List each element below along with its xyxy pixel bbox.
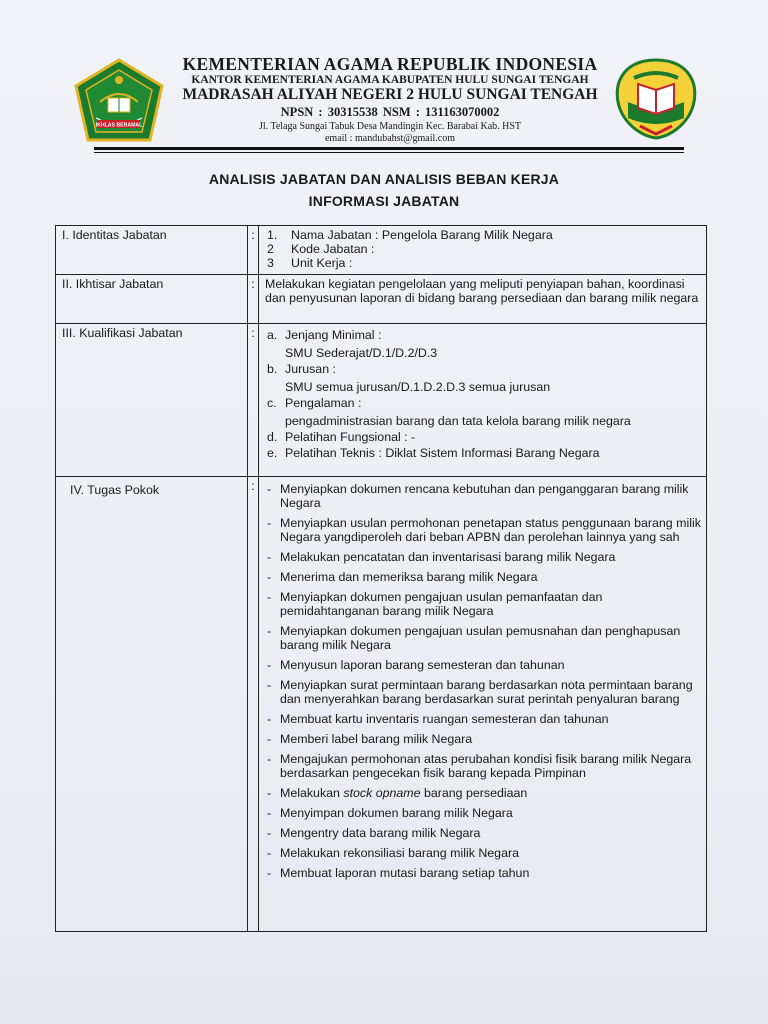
task-bullet: - [267, 846, 272, 860]
madrasah-book-emblem-icon [610, 56, 702, 140]
table-row [56, 324, 707, 477]
document-title: ANALISIS JABATAN DAN ANALISIS BEBAN KERJA [208, 171, 560, 187]
task-item [265, 658, 701, 672]
task-text: Menyiapkan usulan permohonan penetapan status penggunaan barang milik Negara yangdiperoleh dari beban APBN dan perolehan lainnya yang sah [280, 516, 701, 544]
table-row [56, 275, 707, 324]
task-item [265, 786, 701, 800]
item-number: 2 [267, 242, 274, 256]
school-name: MADRASAH ALIYAH NEGERI 2 HULU SUNGAI TENGAH [182, 86, 598, 103]
task-text: Menerima dan memeriksa barang milik Negara [280, 570, 538, 584]
task-item [265, 826, 701, 840]
task-bullet: - [267, 732, 272, 746]
identitas-content [259, 226, 707, 275]
item-key: a. [267, 328, 278, 342]
letterhead [165, 54, 615, 145]
task-bullet: - [267, 590, 272, 604]
task-bullet: - [267, 712, 272, 726]
item-title: Pelatihan Fungsional : - [285, 430, 416, 444]
task-text: Memberi label barang milik Negara [280, 732, 473, 746]
logo-left-text: IKHLAS BERAMAL [95, 122, 143, 129]
task-item [265, 806, 701, 820]
task-bullet: - [267, 658, 272, 672]
task-item [265, 624, 701, 652]
task-item [265, 866, 701, 880]
task-text: Menyimpan dokumen barang milik Negara [280, 806, 513, 820]
row-colon: : [248, 477, 259, 932]
task-item [265, 516, 701, 544]
task-item [265, 570, 701, 584]
task-item [265, 712, 701, 726]
task-item [265, 732, 701, 746]
task-item [265, 482, 701, 510]
letterhead-rule-thin [94, 152, 684, 153]
row-colon: : [248, 226, 259, 275]
item-value: SMU Sederajat/D.1/D.2/D.3 [285, 346, 438, 360]
task-text: Membuat kartu inventaris ruangan semesteran dan tahunan [280, 712, 609, 726]
list-item [265, 256, 701, 270]
task-bullet: - [267, 826, 272, 840]
row-colon: : [248, 275, 259, 324]
task-text: Menyiapkan dokumen pengajuan usulan pemusnahan dan penghapusan barang milik Negara [280, 624, 681, 652]
task-bullet: - [267, 482, 272, 496]
office-name: KANTOR KEMENTERIAN AGAMA KABUPATEN HULU SUNGAI TENGAH [191, 74, 589, 86]
npsn-nsm: NPSN : 30315538 NSM : 131163070002 [280, 105, 500, 119]
item-text: Unit Kerja : [291, 256, 353, 270]
list-item [265, 430, 701, 444]
task-text: Menyusun laporan barang semesteran dan tahunan [280, 658, 565, 672]
task-bullet: - [267, 806, 272, 820]
ministry-name: KEMENTERIAN AGAMA REPUBLIK INDONESIA [182, 54, 598, 74]
task-text: Menyiapkan dokumen pengajuan usulan pemanfaatan dan pemidahtanganan barang milik Negara [280, 590, 603, 618]
task-text: Membuat laporan mutasi barang setiap tahun [280, 866, 530, 880]
item-title: Pengalaman : [285, 396, 362, 410]
task-text: Melakukan rekonsiliasi barang milik Negara [280, 846, 519, 860]
job-info-table [55, 225, 707, 932]
task-text: Menyiapkan dokumen rencana kebutuhan dan penganggaran barang milik Negara [280, 482, 689, 510]
item-key: c. [267, 396, 277, 410]
task-bullet: - [267, 678, 272, 692]
task-text: Melakukan pencatatan dan inventarisasi barang milik Negara [280, 550, 616, 564]
list-item [265, 446, 701, 460]
task-bullet: - [267, 786, 272, 800]
task-item [265, 846, 701, 860]
table-row [56, 477, 707, 932]
item-value: pengadministrasian barang dan tata kelola barang milik negara [285, 414, 631, 428]
task-bullet: - [267, 516, 272, 530]
school-email: email : mandubahst@gmail.com [324, 133, 455, 144]
task-bullet: - [267, 550, 272, 564]
task-item [265, 752, 701, 780]
document-subtitle: INFORMASI JABATAN [308, 193, 460, 209]
item-key: e. [267, 446, 278, 460]
list-item [265, 228, 701, 242]
kemenag-emblem-icon [70, 58, 168, 144]
row-label-ikhtisar: II. Ikhtisar Jabatan [56, 275, 248, 324]
item-text: Nama Jabatan : Pengelola Barang Milik Negara [291, 228, 553, 242]
task-item [265, 550, 701, 564]
task-list [265, 482, 701, 880]
ikhtisar-text: Melakukan kegiatan pengelolaan yang meliputi penyiapan bahan, koordinasi dan penyusunan laporan di bidang barang persediaan dan barang milik negara [259, 275, 707, 324]
item-key: d. [267, 430, 278, 444]
letterhead-rule-thick [94, 147, 684, 150]
item-title: Jenjang Minimal : [285, 328, 382, 342]
row-label-tugas: IV. Tugas Pokok [56, 477, 248, 932]
item-text: Kode Jabatan : [291, 242, 375, 256]
list-item [265, 242, 701, 256]
item-title: Jurusan : [285, 362, 336, 376]
task-text: Mengentry data barang milik Negara [280, 826, 481, 840]
school-address: Jl. Telaga Sungai Tabuk Desa Mandingin Kec. Barabai Kab. HST [258, 121, 522, 132]
task-bullet: - [267, 624, 272, 638]
task-bullet: - [267, 866, 272, 880]
item-value: SMU semua jurusan/D.1.D.2.D.3 semua jurusan [285, 380, 551, 394]
task-bullet: - [267, 752, 272, 766]
tugas-content [259, 477, 707, 932]
task-item [265, 590, 701, 618]
item-number: 3 [267, 256, 274, 270]
task-text: Mengajukan permohonan atas perubahan kondisi fisik barang milik Negara berdasarkan pengecekan fisik barang kepada Pimpinan [280, 752, 692, 780]
task-text: Melakukan stock opname barang persediaan [280, 786, 528, 800]
row-label-identitas: I. Identitas Jabatan [56, 226, 248, 275]
list-item [265, 328, 701, 342]
row-label-kualifikasi: III. Kualifikasi Jabatan [56, 324, 248, 477]
list-item [265, 396, 701, 410]
task-item [265, 678, 701, 706]
list-item [265, 362, 701, 376]
task-text: Menyiapkan surat permintaan barang berdasarkan nota permintaan barang dan menyerahkan barang berdasarkan surat perintah penyaluran barang [280, 678, 693, 706]
item-title: Pelatihan Teknis : Diklat Sistem Informasi Barang Negara [285, 446, 600, 460]
row-colon: : [248, 324, 259, 477]
item-number: 1. [267, 228, 278, 242]
table-row [56, 226, 707, 275]
task-bullet: - [267, 570, 272, 584]
item-key: b. [267, 362, 278, 376]
kualifikasi-content [259, 324, 707, 477]
